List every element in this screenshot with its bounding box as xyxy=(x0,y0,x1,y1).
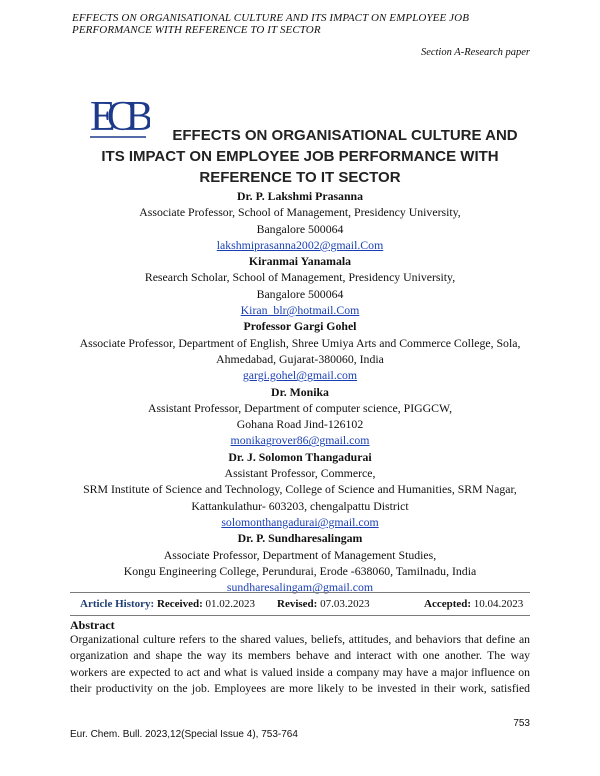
author-name: Kiranmai Yanamala xyxy=(248,254,352,269)
journal-footer: Eur. Chem. Bull. 2023,12(Special Issue 4), 753-764 xyxy=(70,729,298,740)
author-name: Dr. P. Lakshmi Prasanna xyxy=(237,189,363,203)
author-email-link[interactable]: lakshmiprasanna2002@gmail.Com xyxy=(216,237,384,252)
history-label: Article History: xyxy=(80,598,155,610)
revised-date: 07.03.2023 xyxy=(320,598,370,610)
author-affiliation: Assistant Professor, Department of computer science, PIGGCW, xyxy=(147,400,453,415)
running-head-line-1: EFFECTS ON ORGANISATIONAL CULTURE AND ITS IMPACT ON EMPLOYEE JOB xyxy=(72,12,470,24)
journal-logo-text: ECB xyxy=(90,94,145,140)
author-block xyxy=(60,318,540,383)
author-affiliation: Associate Professor, Department of Management Studies, xyxy=(163,547,437,562)
author-email-link[interactable]: sundharesalingam@gmail.com xyxy=(226,580,374,595)
history-received xyxy=(80,598,255,610)
abstract-heading: Abstract xyxy=(70,618,115,632)
history-revised xyxy=(277,598,370,610)
author-affiliation: Gohana Road Jind-126102 xyxy=(236,417,364,432)
author-block xyxy=(60,253,540,318)
author-affiliation: Associate Professor, School of Management, Presidency University, xyxy=(139,205,461,220)
author-affiliation: Kongu Engineering College, Perundurai, Erode -638060, Tamilnadu, India xyxy=(123,563,477,578)
accepted-date: 10.04.2023 xyxy=(473,598,524,610)
abstract-body xyxy=(70,632,530,697)
author-affiliation: Associate Professor, Department of English, Shree Umiya Arts and Commerce College, Sola, xyxy=(79,335,521,350)
author-email-link[interactable]: gargi.gohel@gmail.com xyxy=(242,368,358,383)
author-affiliation: Bangalore 500064 xyxy=(256,286,344,301)
author-email-link[interactable]: Kiran_blr@hotmail.Com xyxy=(240,303,360,318)
author-affiliation: Bangalore 500064 xyxy=(256,221,344,236)
running-head xyxy=(72,12,532,36)
author-email-link[interactable]: solomonthangadurai@gmail.com xyxy=(221,514,379,529)
author-block xyxy=(60,188,540,253)
page-number: 753 xyxy=(513,718,530,729)
author-name: Professor Gargi Gohel xyxy=(243,319,357,334)
author-affiliation: Research Scholar, School of Management, Presidency University, xyxy=(144,270,456,285)
abstract-line: their productivity on the job. Employees are more likely to be invested in their work, satisfied xyxy=(70,681,530,695)
author-affiliation: Ahmedabad, Gujarat-380060, India xyxy=(216,351,384,366)
author-name: Dr. J. Solomon Thangadurai xyxy=(228,449,372,464)
running-head-line-2: PERFORMANCE WITH REFERENCE TO IT SECTOR xyxy=(72,24,321,36)
abstract-line: organization and shape the way its members behave and interact with one another. The way xyxy=(70,649,530,663)
article-history-bar xyxy=(70,592,530,616)
section-label: Section A-Research paper xyxy=(420,47,530,58)
history-accepted xyxy=(424,598,523,610)
paper-title-line-1: EFFECTS ON ORGANISATIONAL CULTURE AND xyxy=(172,127,518,144)
author-block xyxy=(60,384,540,449)
author-block xyxy=(60,530,540,595)
paper-title-line-3: REFERENCE TO IT SECTOR xyxy=(199,169,401,186)
author-email-link[interactable]: monikagrover86@gmail.com xyxy=(230,433,370,448)
revised-label: Revised: xyxy=(277,598,318,610)
author-block xyxy=(60,449,540,530)
abstract-line: workers are expected to act and what is valued inside a company may have a major influence on xyxy=(70,665,530,679)
paper-title-line-2: ITS IMPACT ON EMPLOYEE JOB PERFORMANCE WITH xyxy=(101,148,499,165)
author-name: Dr. Monika xyxy=(271,384,329,399)
author-affiliation: Assistant Professor, Commerce, xyxy=(224,466,376,481)
received-label: Received: xyxy=(156,598,203,610)
author-affiliation: SRM Institute of Science and Technology, College of Science and Humanities, SRM Nagar, xyxy=(83,482,517,497)
abstract-line: Organizational culture refers to the shared values, beliefs, attitudes, and behaviors that define an xyxy=(70,633,530,646)
accepted-label: Accepted: xyxy=(424,598,472,610)
author-list xyxy=(60,188,540,595)
author-affiliation: Kattankulathur- 603203, chengalpattu District xyxy=(191,498,409,513)
received-date: 01.02.2023 xyxy=(205,598,256,610)
paper-title xyxy=(60,125,540,188)
author-name: Dr. P. Sundharesalingam xyxy=(237,531,363,546)
